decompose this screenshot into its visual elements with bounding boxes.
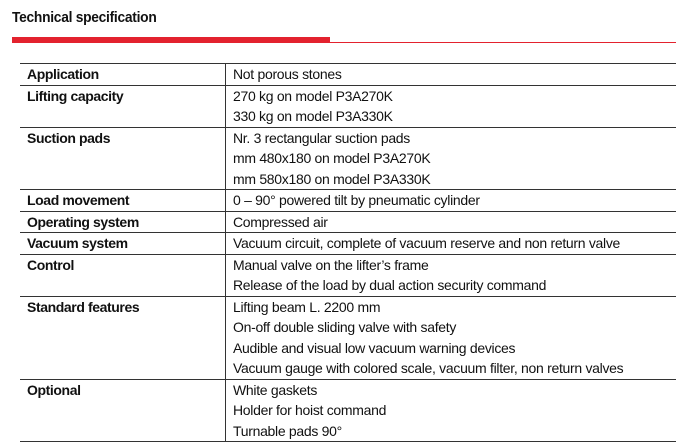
spec-row-load-movement [20,190,676,212]
spec-value-line: Manual valve on the lifter’s frame [233,256,429,273]
spec-label: Control [20,254,226,296]
spec-row-suction-pads [20,127,676,190]
spec-value-line: Vacuum gauge with colored scale, vacuum filter, non return valves [233,360,624,376]
spec-value [226,211,676,233]
spec-value-line: Vacuum circuit, complete of vacuum reserve and non return valve [233,235,621,251]
spec-value [226,64,676,86]
spec-value-line: Release of the load by dual action security command [233,277,547,293]
spec-value [226,127,676,190]
spec-label: Lifting capacity [20,85,226,127]
spec-value-line: 0 – 90° powered tilt by pneumatic cylinder [233,192,480,208]
title-divider-line [330,42,676,43]
spec-value-line: mm 580x180 on model P3A330K [233,170,431,187]
spec-value-line: mm 480x180 on model P3A270K [233,150,431,166]
spec-value [226,190,676,212]
spec-label: Operating system [20,211,226,233]
spec-row-vacuum-system [20,233,676,255]
spec-label: Load movement [20,190,226,212]
spec-row-application [20,64,676,86]
spec-row-control [20,254,676,296]
spec-value [226,254,676,296]
spec-value-line: Lifting beam L. 2200 mm [233,298,381,315]
spec-value-line: Nr. 3 rectangular suction pads [233,129,410,146]
spec-value-line: 330 kg on model P3A330K [233,108,393,124]
page-title: Technical specification [12,9,157,26]
spec-value-line: On-off double sliding valve with safety [233,319,457,335]
spec-value [226,85,676,127]
spec-label: Optional [20,379,226,442]
spec-row-optional [20,379,676,442]
spec-label: Application [20,64,226,86]
spec-value-line: 270 kg on model P3A270K [233,87,393,104]
spec-value-line: White gaskets [233,381,318,398]
spec-value [226,379,676,442]
spec-row-operating-system [20,211,676,233]
spec-value-line: Turnable pads 90° [233,422,342,439]
title-accent-bar [12,37,330,43]
spec-label: Vacuum system [20,233,226,255]
spec-value-line: Compressed air [233,213,328,230]
spec-table [20,63,676,442]
spec-row-lifting-capacity [20,85,676,127]
spec-value [226,233,676,255]
spec-value-line: Audible and visual low vacuum warning devices [233,339,516,356]
spec-value-line: Not porous stones [233,66,342,82]
spec-label: Standard features [20,296,226,379]
spec-value-line: Holder for hoist command [233,402,387,418]
spec-value [226,296,676,379]
spec-label: Suction pads [20,127,226,190]
spec-row-standard-features [20,296,676,379]
